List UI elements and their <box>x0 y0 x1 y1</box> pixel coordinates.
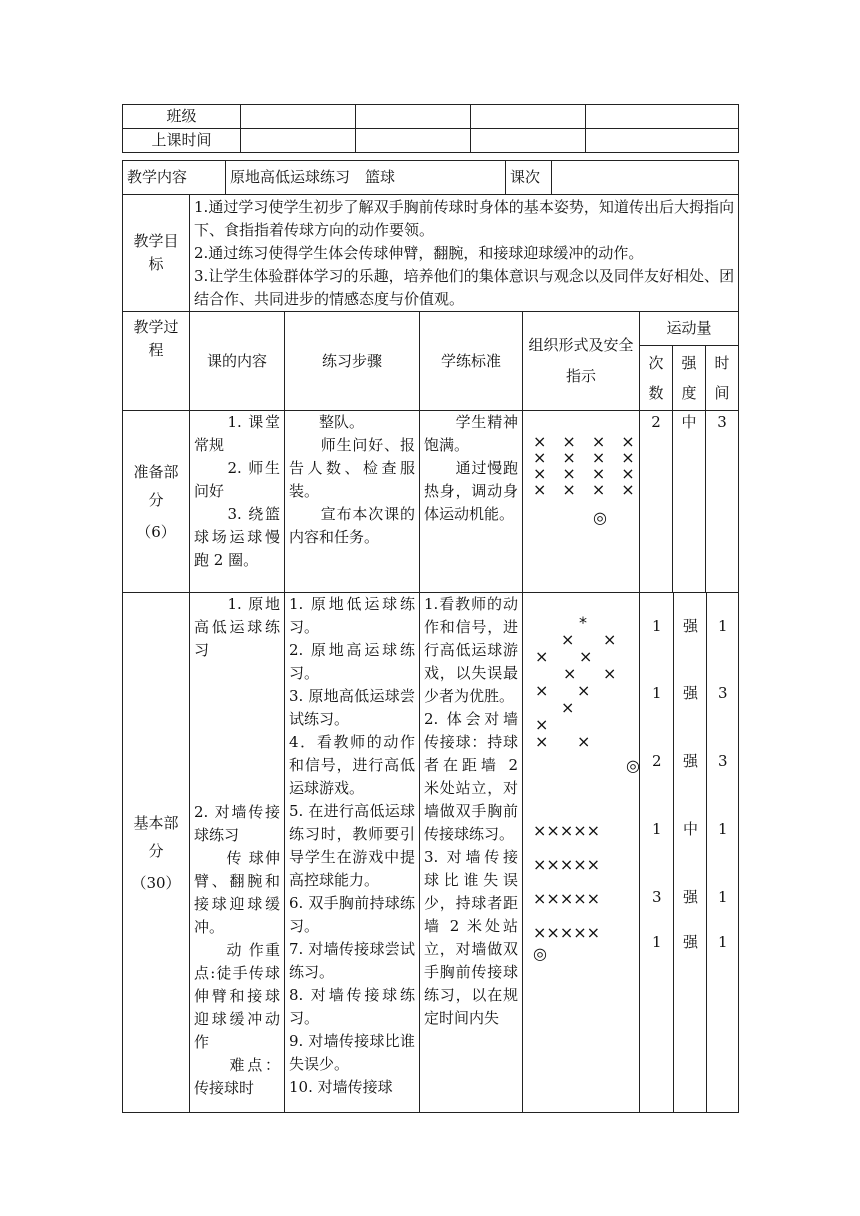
section-prep-minutes: （6） <box>136 522 176 541</box>
prep-intensity: 中 <box>673 411 706 593</box>
objectives-label: 教学目标 <box>123 195 190 312</box>
section-prep-steps: 整队。 师生问好、报告人数、检查服装。 宣布本次课的内容和任务。 <box>285 411 420 593</box>
col-organization: 组织形式及安全指示 <box>523 312 640 411</box>
class-cell-2 <box>356 105 471 129</box>
player-marker: × <box>563 664 577 683</box>
time-cell-4 <box>586 129 739 153</box>
player-marker: × <box>603 630 617 649</box>
content-label: 教学内容 <box>123 161 226 195</box>
lesson-header-table <box>122 160 739 195</box>
player-marker: × <box>603 664 617 683</box>
lesson-no-label: 课次 <box>506 161 552 195</box>
col-content: 课的内容 <box>190 312 285 411</box>
section-prep-content: 1. 课堂常规 2. 师生问好 3. 绕篮球场运球慢跑 2 圈。 <box>190 411 285 593</box>
content-part-2: 2. 对墙传接球练习 传 球伸臂、翻腕和接球迎球缓冲。 动 作重点:徒手传球伸臂和接球迎球缓冲动作 难点：传接球时 <box>194 803 280 1097</box>
player-marker: × <box>577 681 591 700</box>
time-cell-3 <box>471 129 586 153</box>
lesson-plan-table <box>122 194 739 1113</box>
player-marker: × <box>577 732 591 751</box>
class-cell-4 <box>586 105 739 129</box>
content-value: 原地高低运球练习 篮球 <box>226 161 506 195</box>
prep-times: 2 <box>640 411 673 593</box>
wall-formation-row: ××××× <box>533 821 601 840</box>
col-duration: 时间 <box>706 346 739 411</box>
formation-row: × × × × <box>533 464 635 483</box>
section-prep-standard: 学生精神饱满。 通过慢跑热身，调动身体运动机能。 <box>420 411 523 593</box>
player-marker: × <box>535 647 549 666</box>
time-label: 上课时间 <box>123 129 241 153</box>
col-process: 教学过程 <box>123 312 190 411</box>
player-marker: × <box>535 715 549 734</box>
prep-duration: 3 <box>706 411 739 593</box>
formation-row: × × × × <box>533 480 635 499</box>
objective-item-3: 3.让学生体验群体学习的乐趣，培养他们的集体意识与观念以及同伴友好相处、团结合作、共同进步的情感态度与价值观。 <box>194 267 735 308</box>
objective-item-2: 2.通过练习使得学生体会传球伸臂，翻腕，和接球迎球缓冲的动作。 <box>194 244 644 262</box>
teacher-marker: ◎ <box>533 944 547 963</box>
content-part-1: 1. 原地高低运球练习 <box>194 595 280 659</box>
teacher-marker: ◎ <box>626 756 640 775</box>
time-cell-1 <box>241 129 356 153</box>
star-marker: * <box>579 613 587 632</box>
col-load: 运动量 <box>640 312 739 346</box>
col-standard: 学练标准 <box>420 312 523 411</box>
teacher-marker: ◎ <box>593 508 607 527</box>
lesson-no-value <box>552 161 739 195</box>
section-basic-name: 基本部分 （30） <box>123 593 190 1113</box>
player-marker: × <box>535 732 549 751</box>
wall-formation-row: ××××× <box>533 889 601 908</box>
section-basic-standard: 1.看教师的动作和信号，进行高低运球游戏，以失误最少者为优胜。 2. 体会对墙传接球：持球者在距墙 2 米处站立，对墙做双手胸前传接球练习。 3. 对墙传接球比谁失误少，持球者距墙 2 米处站立，对墙做双手胸前传接球练习，以在规定时间内失 <box>420 593 523 1113</box>
formation-row: × × × × <box>533 448 635 467</box>
basic-load: 1 强 1 1 强 3 2 强 3 1 中 1 3 强 1 1 强 1 <box>640 593 739 1113</box>
class-time-table <box>122 104 739 153</box>
player-marker: × <box>535 681 549 700</box>
player-marker: × <box>561 698 575 717</box>
class-cell-1 <box>241 105 356 129</box>
col-steps: 练习步骤 <box>285 312 420 411</box>
player-marker: × <box>561 630 575 649</box>
objective-item-1: 1.通过学习使学生初步了解双手胸前传球时身体的基本姿势，知道传出后大拇指向下、食指指着传球方向的动作要领。 <box>194 198 735 239</box>
section-basic-steps: 1. 原地低运球练习。 2. 原地高运球练习。 3. 原地高低运球尝试练习。 4．看教师的动作和信号，进行高低运球游戏。 5. 在进行高低运球练习时，教师要引导学生在游戏中提高控球能力。 6. 双手胸前持球练习。 7. 对墙传接球尝试练习。 8. 对墙传接球练习。 9. 对墙传接球比谁失误少。 10. 对墙传接球 <box>285 593 420 1113</box>
section-prep-name: 准备部分 （6） <box>123 411 190 593</box>
section-prep-organization <box>523 411 640 593</box>
col-intensity: 强度 <box>673 346 706 411</box>
wall-formation-row: ××××× <box>533 923 601 942</box>
wall-formation-row: ××××× <box>533 855 601 874</box>
player-marker: × <box>579 647 593 666</box>
col-times: 次数 <box>640 346 673 411</box>
formation-row: × × × × <box>533 432 635 451</box>
class-label: 班级 <box>123 105 241 129</box>
section-basic-organization <box>523 593 640 1113</box>
objectives-body <box>190 195 739 312</box>
class-cell-3 <box>471 105 586 129</box>
section-basic-content <box>190 593 285 1113</box>
time-cell-2 <box>356 129 471 153</box>
section-basic-minutes: （30） <box>131 873 181 892</box>
